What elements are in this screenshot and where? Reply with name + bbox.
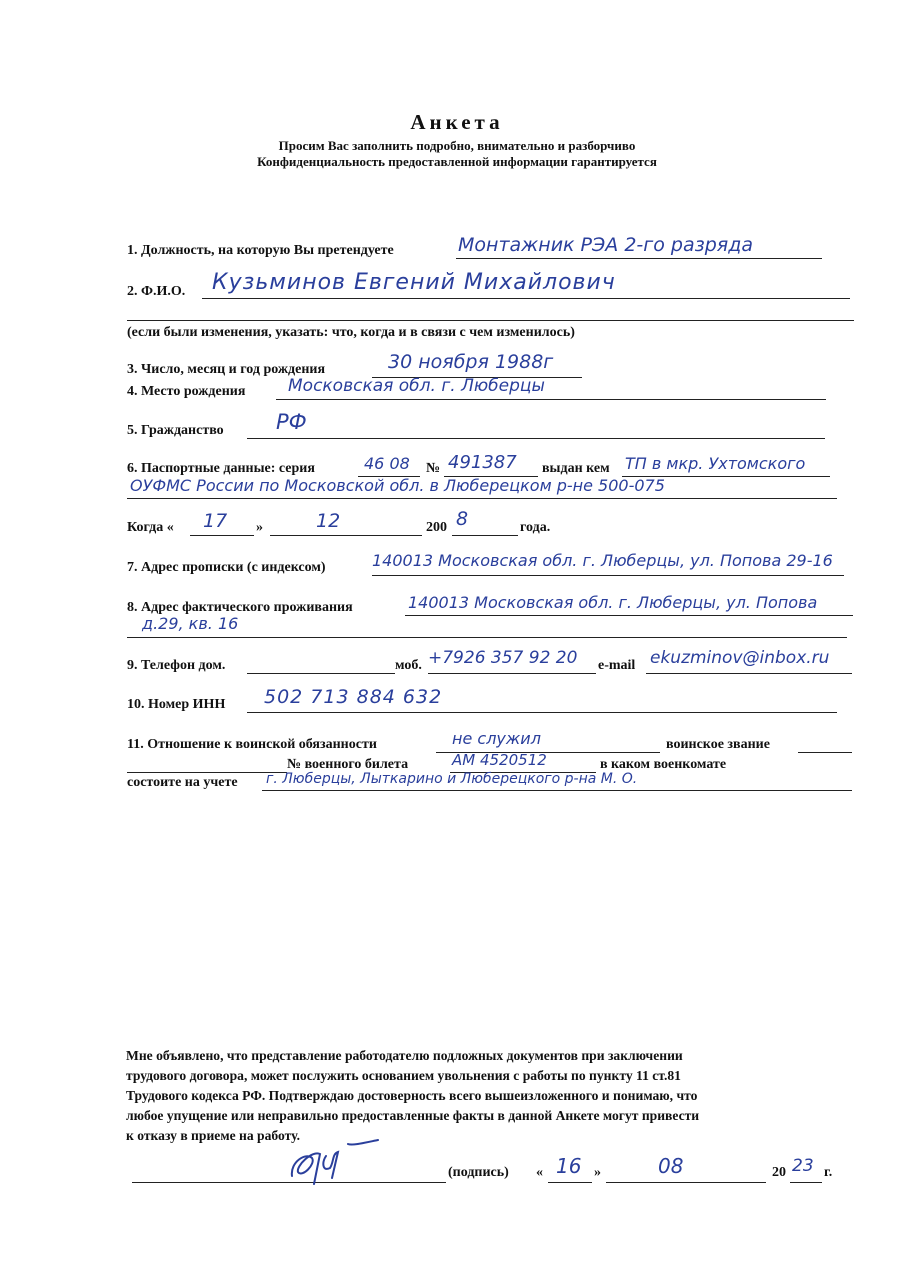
label-position: 1. Должность, на которую Вы претендуете: [127, 243, 394, 258]
answer-reg-address[interactable]: 140013 Московская обл. г. Люберцы, ул. Попова 29-16: [372, 551, 833, 570]
line-military-office: [262, 790, 852, 791]
label-email: e-mail: [598, 658, 636, 673]
answer-sign-day[interactable]: 16: [556, 1154, 582, 1178]
line-issue-month: [270, 535, 422, 536]
answer-birth-place[interactable]: Московская обл. г. Люберцы: [288, 376, 545, 396]
label-citizenship: 5. Гражданство: [127, 423, 224, 438]
line-sign-month: [606, 1182, 766, 1183]
answer-military-ticket[interactable]: АМ 4520512: [452, 751, 547, 769]
answer-sign-year[interactable]: 23: [792, 1156, 814, 1176]
label-military-relation: 11. Отношение к воинской обязанности: [127, 737, 377, 752]
label-military-office: в каком военкомате: [600, 757, 727, 772]
answer-sign-month[interactable]: 08: [658, 1154, 684, 1178]
line-citizenship: [247, 438, 825, 439]
label-signature: (подпись): [448, 1165, 509, 1180]
label-military-rank: воинское звание: [666, 737, 770, 752]
label-when: Когда «: [127, 520, 174, 535]
label-phone-mobile: моб.: [395, 658, 422, 673]
label-year-suffix: года.: [520, 520, 551, 535]
line-phone-home: [247, 673, 395, 674]
form-subtitle-1: Просим Вас заполнить подробно, внимательно и разборчиво: [278, 138, 636, 153]
disclaimer-line: к отказу в приеме на работу.: [126, 1128, 300, 1143]
label-phone-home: 9. Телефон дом.: [127, 658, 226, 673]
label-reg-address: 7. Адрес прописки (с индексом): [127, 560, 326, 575]
line-military-extra: [127, 772, 287, 773]
label-date-open: «: [536, 1165, 543, 1180]
label-year-g: г.: [824, 1165, 833, 1180]
answer-issue-month[interactable]: 12: [316, 510, 341, 532]
answer-inn[interactable]: 502 713 884 632: [264, 686, 443, 708]
answer-actual-address-1[interactable]: 140013 Московская обл. г. Люберцы, ул. Попова: [408, 593, 818, 612]
form-title: Анкета: [410, 110, 504, 134]
label-year-20: 20: [772, 1165, 786, 1180]
label-passport-series: 6. Паспортные данные: серия: [127, 461, 315, 476]
label-military-ticket: № военного билета: [287, 757, 409, 772]
label-fio: 2. Ф.И.О.: [127, 284, 186, 299]
answer-military-office[interactable]: г. Люберцы, Лыткарино и Люберецкого р-на М. О.: [266, 771, 638, 787]
form-subtitle-2: Конфиденциальность предоставленной информации гарантируется: [257, 154, 657, 169]
answer-passport-series[interactable]: 46 08: [364, 454, 410, 473]
answer-issued-by-2[interactable]: ОУФМС России по Московской обл. в Люберецком р-не 500-075: [130, 476, 665, 495]
disclaimer-line: Мне объявлено, что представление работодателю подложных документов при заключении: [126, 1048, 683, 1063]
line-sign-year: [790, 1182, 822, 1183]
label-birth-place: 4. Место рождения: [127, 384, 246, 399]
answer-email[interactable]: ekuzminov@inbox.ru: [650, 648, 830, 668]
answer-issued-by-1[interactable]: ТП в мкр. Ухтомского: [625, 454, 806, 473]
answer-military-relation[interactable]: не служил: [452, 729, 541, 748]
label-military-registered: состоите на учете: [127, 775, 238, 790]
label-when-close: »: [256, 520, 263, 535]
answer-fio[interactable]: Кузьминов Евгений Михайлович: [212, 270, 616, 295]
answer-birth-date[interactable]: 30 ноября 1988г: [388, 351, 554, 373]
label-inn: 10. Номер ИНН: [127, 697, 226, 712]
line-fio: [202, 298, 850, 299]
disclaimer-text: [126, 1046, 852, 1146]
line-position: [456, 258, 822, 259]
line-fio-changes: [127, 320, 854, 321]
line-reg-address: [372, 575, 844, 576]
line-actual-address-2: [127, 637, 847, 638]
answer-issue-year[interactable]: 8: [456, 508, 469, 530]
disclaimer-line: трудового договора, может послужить основанием увольнения с работы по пункту 11 ст.81: [126, 1068, 681, 1083]
label-passport-number: №: [426, 461, 441, 476]
label-actual-address: 8. Адрес фактического проживания: [127, 600, 353, 615]
answer-position[interactable]: Монтажник РЭА 2-го разряда: [458, 234, 753, 256]
answer-actual-address-2[interactable]: д.29, кв. 16: [142, 614, 239, 633]
line-birth-place: [276, 399, 826, 400]
disclaimer-line: Трудового кодекса РФ. Подтверждаю достоверность всего вышеизложенного и понимаю, что: [126, 1088, 698, 1103]
line-inn: [247, 712, 837, 713]
label-birth-date: 3. Число, месяц и год рождения: [127, 362, 326, 377]
answer-citizenship[interactable]: РФ: [276, 410, 307, 434]
disclaimer-line: любое упущение или неправильно предоставленные факты в данной Анкете могут привести: [126, 1108, 700, 1123]
label-year-prefix: 200: [426, 520, 447, 535]
line-issue-year: [452, 535, 518, 536]
label-issued-by: выдан кем: [542, 461, 610, 476]
line-phone-mobile: [428, 673, 596, 674]
handwritten-signature: [282, 1132, 392, 1192]
label-date-close: »: [594, 1165, 601, 1180]
line-issue-day: [190, 535, 254, 536]
line-military-rank: [798, 752, 852, 753]
line-issued-by-2: [127, 498, 837, 499]
answer-issue-day[interactable]: 17: [203, 510, 228, 532]
label-fio-changes: (если были изменения, указать: что, когда и в связи с чем изменилось): [127, 325, 575, 340]
line-actual-address: [405, 615, 853, 616]
answer-passport-number[interactable]: 491387: [448, 452, 517, 473]
line-sign-day: [548, 1182, 592, 1183]
line-email: [646, 673, 852, 674]
answer-phone-mobile[interactable]: +7926 357 92 20: [428, 648, 578, 668]
